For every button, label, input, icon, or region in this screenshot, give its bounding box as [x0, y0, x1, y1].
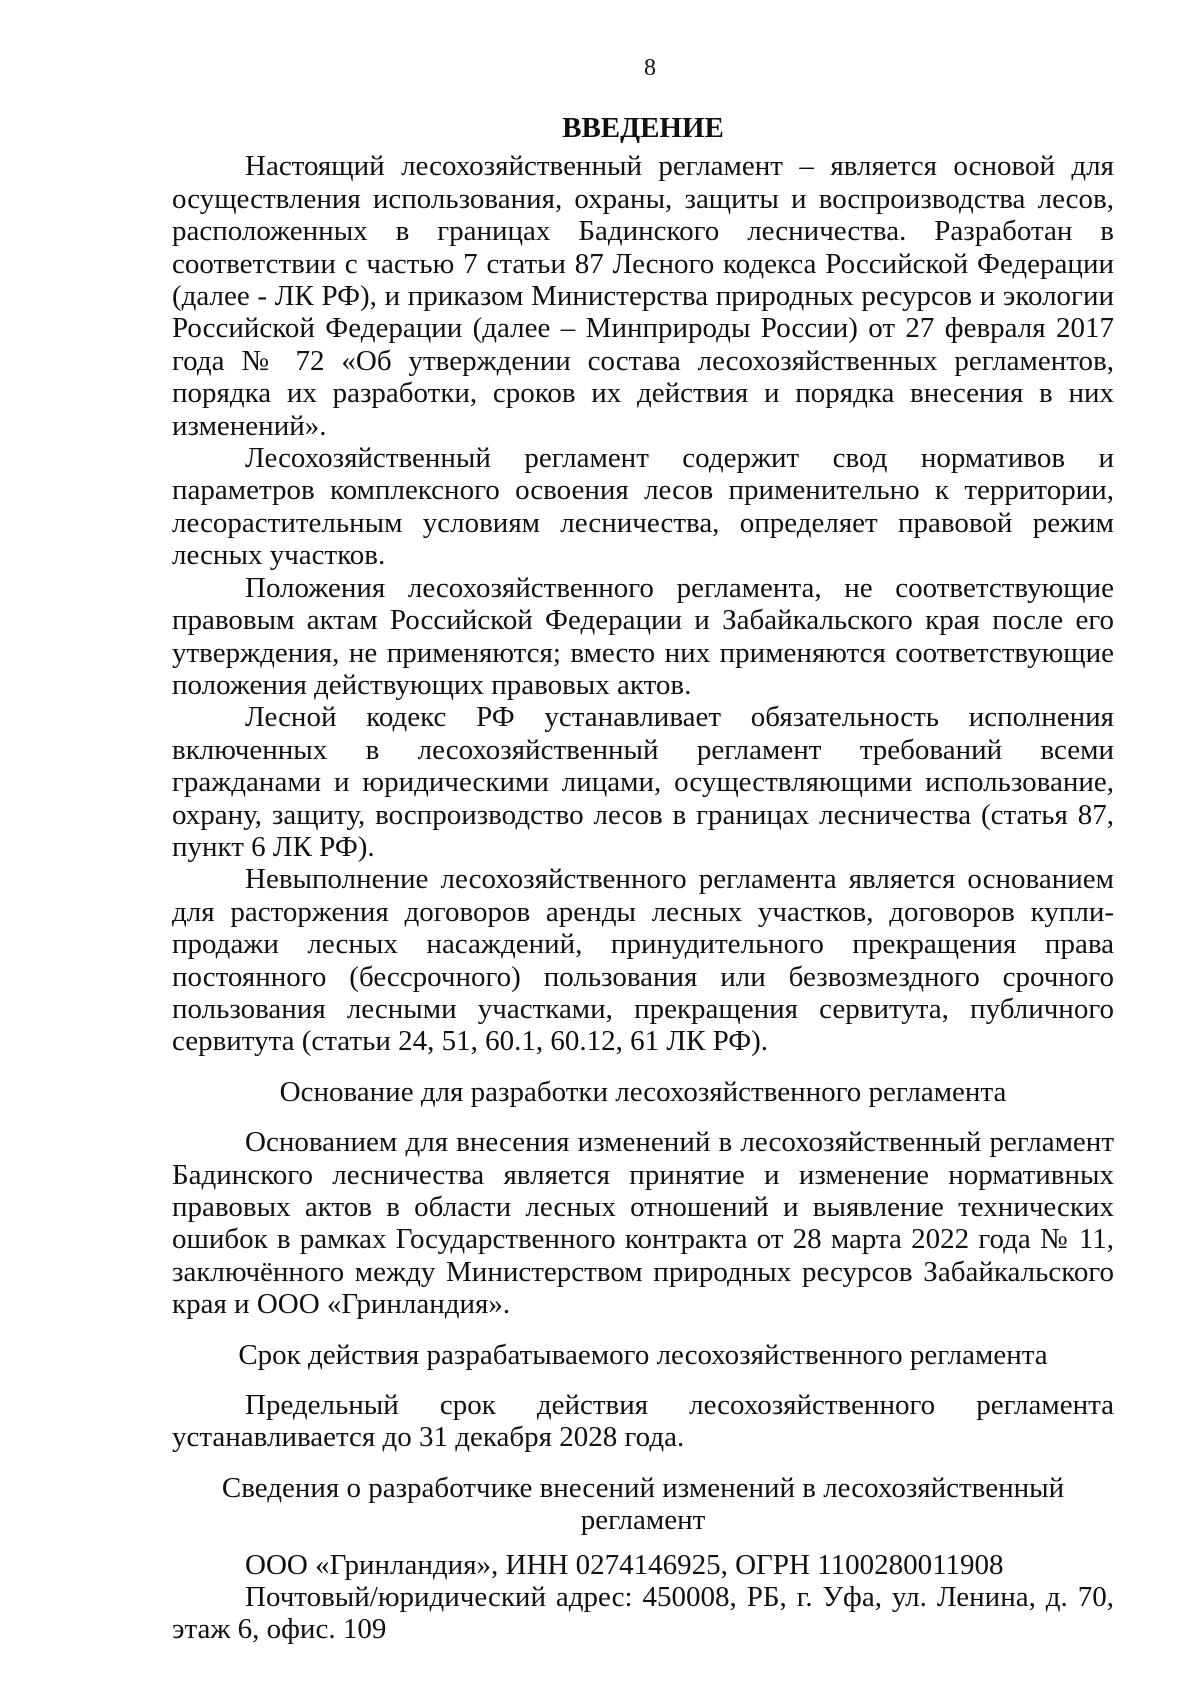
intro-paragraph: Лесной кодекс РФ устанавливает обязательность исполнения включенных в лесохозяйственный регламент требований всеми гражданами и юридическими лицами, осуществляющими использование, охрану, защиту, воспроизводство лесов в границах лесничества (статья 87, пункт 6 ЛК РФ).	[172, 701, 1114, 863]
intro-paragraph: Невыполнение лесохозяйственного регламента является основанием для расторжения договоров аренды лесных участков, договоров купли-продажи лесных насаждений, принудительного прекращения права постоянного (бессрочного) пользования или безвозмездного срочного пользования лесными участками, прекращения сервитута, публичного сервитута (статьи 24, 51, 60.1, 60.12, 61 ЛК РФ).	[172, 863, 1114, 1058]
term-section-text: Предельный срок действия лесохозяйственного регламента устанавливается до 31 декабря 2028 года.	[172, 1389, 1114, 1454]
basis-section-text: Основанием для внесения изменений в лесохозяйственный регламент Бадинского лесничества является принятие и изменение нормативных правовых актов в области лесных отношений и выявление технических ошибок в рамках Государственного контракта от 28 марта 2022 года № 11, заключённого между Министерством природных ресурсов Забайкальского края и ООО «Гринландия».	[172, 1126, 1114, 1321]
section-heading-introduction: ВВЕДЕНИЕ	[562, 112, 724, 144]
developer-address: Почтовый/юридический адрес: 450008, РБ, г. Уфа, ул. Ленина, д. 70, этаж 6, офис. 109	[172, 1581, 1114, 1646]
developer-section-title: Сведения о разработчике внесений изменений в лесохозяйственный регламент	[221, 1471, 1065, 1537]
basis-section-title: Основание для разработки лесохозяйственного регламента	[279, 1075, 1007, 1108]
document-body	[172, 112, 1114, 1646]
intro-paragraph: Настоящий лесохозяйственный регламент – является основой для осуществления использования, охраны, защиты и воспроизводства лесов, расположенных в границах Бадинского лесничества. Разработан в соответствии с частью 7 статьи 87 Лесного кодекса Российской Федерации (далее - ЛК РФ), и приказом Министерства природных ресурсов и экологии Российской Федерации (далее – Минприроды России) от 27 февраля 2017 года № 72 «Об утверждении состава лесохозяйственных регламентов, порядка их разработки, сроков их действия и порядка внесения в них изменений».	[172, 150, 1114, 442]
term-section-title: Срок действия разрабатываемого лесохозяйственного регламента	[238, 1338, 1048, 1371]
intro-paragraph: Положения лесохозяйственного регламента, не соответствующие правовым актам Российской Федерации и Забайкальского края после его утверждения, не применяются; вместо них применяются соответствующие положения действующих правовых актов.	[172, 571, 1114, 701]
developer-company: ООО «Гринландия», ИНН 0274146925, ОГРН 1100280011908	[245, 1548, 1004, 1581]
intro-paragraph: Лесохозяйственный регламент содержит свод нормативов и параметров комплексного освоения лесов применительно к территории, лесорастительным условиям лесничества, определяет правовой режим лесных участков.	[172, 442, 1114, 572]
page-number: 8	[644, 55, 656, 81]
